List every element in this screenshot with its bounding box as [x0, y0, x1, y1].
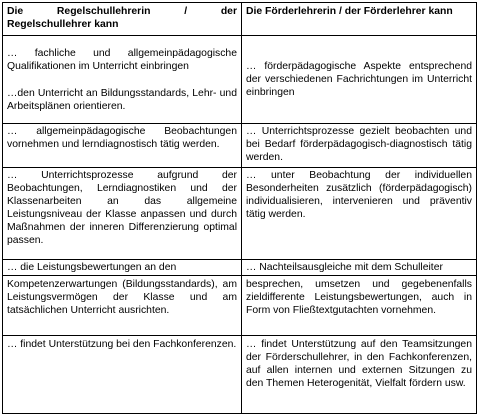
row6-left-para1: … findet Unterstützung bei den Fachkonferenzen.	[7, 339, 237, 350]
row2-left-para1: … allgemeinpädagogische Beobachtungen vornehmen und lerndiagnostisch tätig werden.	[7, 126, 237, 150]
row2-left-cell	[3, 125, 241, 151]
comparison-table	[2, 2, 477, 414]
row-divider	[3, 259, 476, 260]
header-left-cell	[3, 5, 241, 33]
row-divider	[3, 167, 476, 168]
row6-left-cell	[3, 338, 241, 351]
row3-left-cell	[3, 169, 241, 247]
row4-left-para1: … die Leistungsbewertungen an den	[7, 262, 177, 273]
header-left-line2: Regelschullehrer kann	[7, 19, 119, 30]
row5-left-cell	[3, 278, 241, 317]
row4-right-para1: … Nachteilsausgleiche mit dem Schulleiter	[246, 262, 443, 273]
header-left-word-1: Die	[7, 6, 24, 17]
row3-left-para1: … Unterrichtsprozesse aufgrund der Beobachtungen, Lerndiagnostiken und der Klassenarbeiten an das allgemeine Leistungsniveau der Klasse anpassen und durch Maßnahmen der inneren Differenzierung optimal passen.	[7, 170, 237, 246]
row1-left-cell	[3, 47, 241, 113]
row1-left-para2: …den Unterricht an Bildungsstandards, Lehr- und Arbeitsplänen orientieren.	[7, 88, 237, 112]
row-divider	[3, 35, 476, 36]
header-left-line1	[7, 5, 237, 18]
row5-left-para1: Kompetenzerwartungen (Bildungsstandards), am Leistungsvermögen der Klasse und am tatsächlichen Unterricht ausrichten.	[7, 279, 237, 316]
row4-right-cell	[242, 261, 476, 274]
header-left-word-4: der	[220, 6, 237, 17]
header-left-word-2: Regelschullehrerin	[56, 6, 151, 17]
header-left-slash: /	[184, 6, 188, 17]
row5-right-cell	[242, 278, 476, 317]
row-divider	[3, 335, 476, 336]
row2-right-cell	[242, 125, 476, 164]
row4-left-cell	[3, 261, 241, 274]
header-right-cell: Die Förderlehrerin / der Förderlehrer kann	[246, 6, 453, 17]
row1-right-para1: … förderpädagogische Aspekte entsprechend der verschiedenen Fachrichtungen im Unterricht einbringen	[246, 61, 472, 98]
row-divider	[3, 275, 476, 276]
row3-right-para1: … unter Beobachtung der individuellen Besonderheiten zusätzlich (förderpädagogisch) individualisieren, intervenieren und präventiv tätig werden.	[246, 170, 472, 220]
row-divider	[3, 123, 476, 124]
row5-right-para1: besprechen, umsetzen und gegebenenfalls zieldifferente Leistungsbewertungen, auch in Form von Fließtextgutachten vornehmen.	[246, 279, 472, 316]
row3-right-cell	[242, 169, 476, 221]
row2-right-para1: … Unterrichtsprozesse gezielt beobachten und bei Bedarf förderpädagogisch-diagnostisch tätig werden.	[246, 126, 472, 163]
row1-left-para1: … fachliche und allgemeinpädagogische Qualifikationen im Unterricht einbringen	[7, 48, 237, 72]
row1-right-cell	[242, 60, 476, 99]
row6-right-para1: … findet Unterstützung auf den Teamsitzungen der Förderschullehrer, in den Fachkonferenzen, auf allen internen und externen Sitzungen zu den Themen Heterogenität, Vielfalt fördern usw.	[246, 339, 472, 389]
row6-right-cell	[242, 338, 476, 390]
